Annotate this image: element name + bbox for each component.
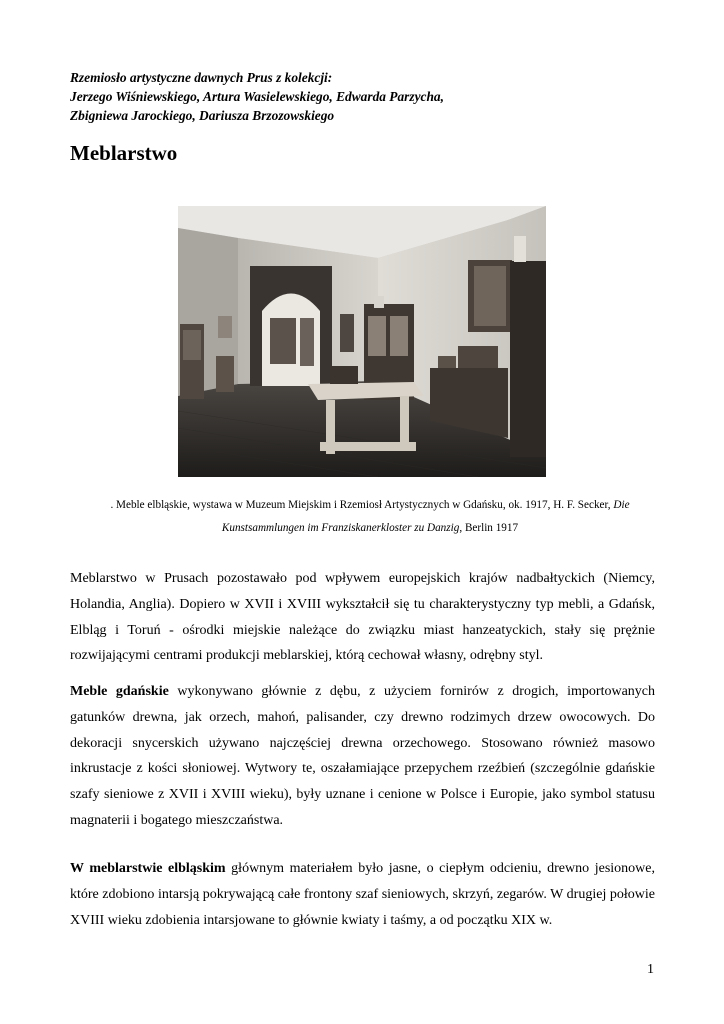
paragraph-lead: W meblarstwie elbląskim — [70, 861, 226, 876]
caption-italic-title: Kunstsammlungen im Franziskanerkloster zu Danzig — [221, 522, 460, 534]
paragraph — [70, 679, 655, 834]
document-header — [70, 68, 670, 125]
page-title: Meblarstwo — [70, 141, 178, 165]
figure-caption — [70, 494, 670, 540]
paragraph-text: wykonywano głównie z dębu, z użyciem fornirów z drogich, importowanych gatunków drewna, jak orzech, mahoń, palisander, czy drewno rodzimych drzew owocowych. Do dekoracji snycerskich używano najczęściej drewna orzechowego. Stosowano również masowo inkrustacje z kości słoniowej. Wytwory te, oszałamiające przepychem rzeźbień (szczególnie gdańskie szafy sieniowe z XVII i XVIII wieku), były uznane i cenione w Polsce i Europie, jako symbol statusu magnaterii i bogatego mieszczaństwa. — [70, 684, 656, 828]
caption-italic-title: Die — [613, 499, 630, 511]
header-line: Rzemiosło artystyczne dawnych Prus z kolekcji: — [70, 70, 333, 85]
page-number: 1 — [647, 962, 654, 977]
header-line: Jerzego Wiśniewskiego, Artura Wasielewskiego, Edwarda Parzycha, — [70, 89, 444, 104]
caption-text: . Meble elbląskie, wystawa w Muzeum Miejskim i Rzemiosł Artystycznych w Gdańsku, ok. 1917, H. F. Secker, — [110, 499, 614, 511]
paragraph — [70, 856, 655, 933]
header-line: Zbigniewa Jarockiego, Dariusza Brzozowskiego — [70, 108, 335, 123]
paragraph-lead: Meble gdańskie — [70, 684, 169, 699]
museum-interior-photo — [178, 206, 546, 477]
caption-text: , Berlin 1917 — [459, 522, 519, 534]
paragraph — [70, 566, 655, 669]
paragraph-text: głównym materiałem było jasne, o ciepłym odcieniu, drewno jesionowe, które zdobiono intarsją pokrywającą całe frontony szaf sieniowych, skrzyń, zegarów. W drugiej połowie XVIII wieku zdobienia intarsjowane to głównie kwiaty i taśmy, a od początku XIX w. — [70, 861, 655, 928]
paragraph-text: Meblarstwo w Prusach pozostawało pod wpływem europejskich krajów nadbałtyckich (Niemcy, Holandia, Anglia). Dopiero w XVII i XVIII wykształcił się tu charakterystyczny typ mebli, a Gdańsk, Elbląg i Toruń - ośrodki miejskie należące do związku miast hanzeatyckich, stały się prężnie rozwijającymi centrami produkcji meblarskiej, którą cechował własny, odrębny styl. — [70, 571, 655, 664]
